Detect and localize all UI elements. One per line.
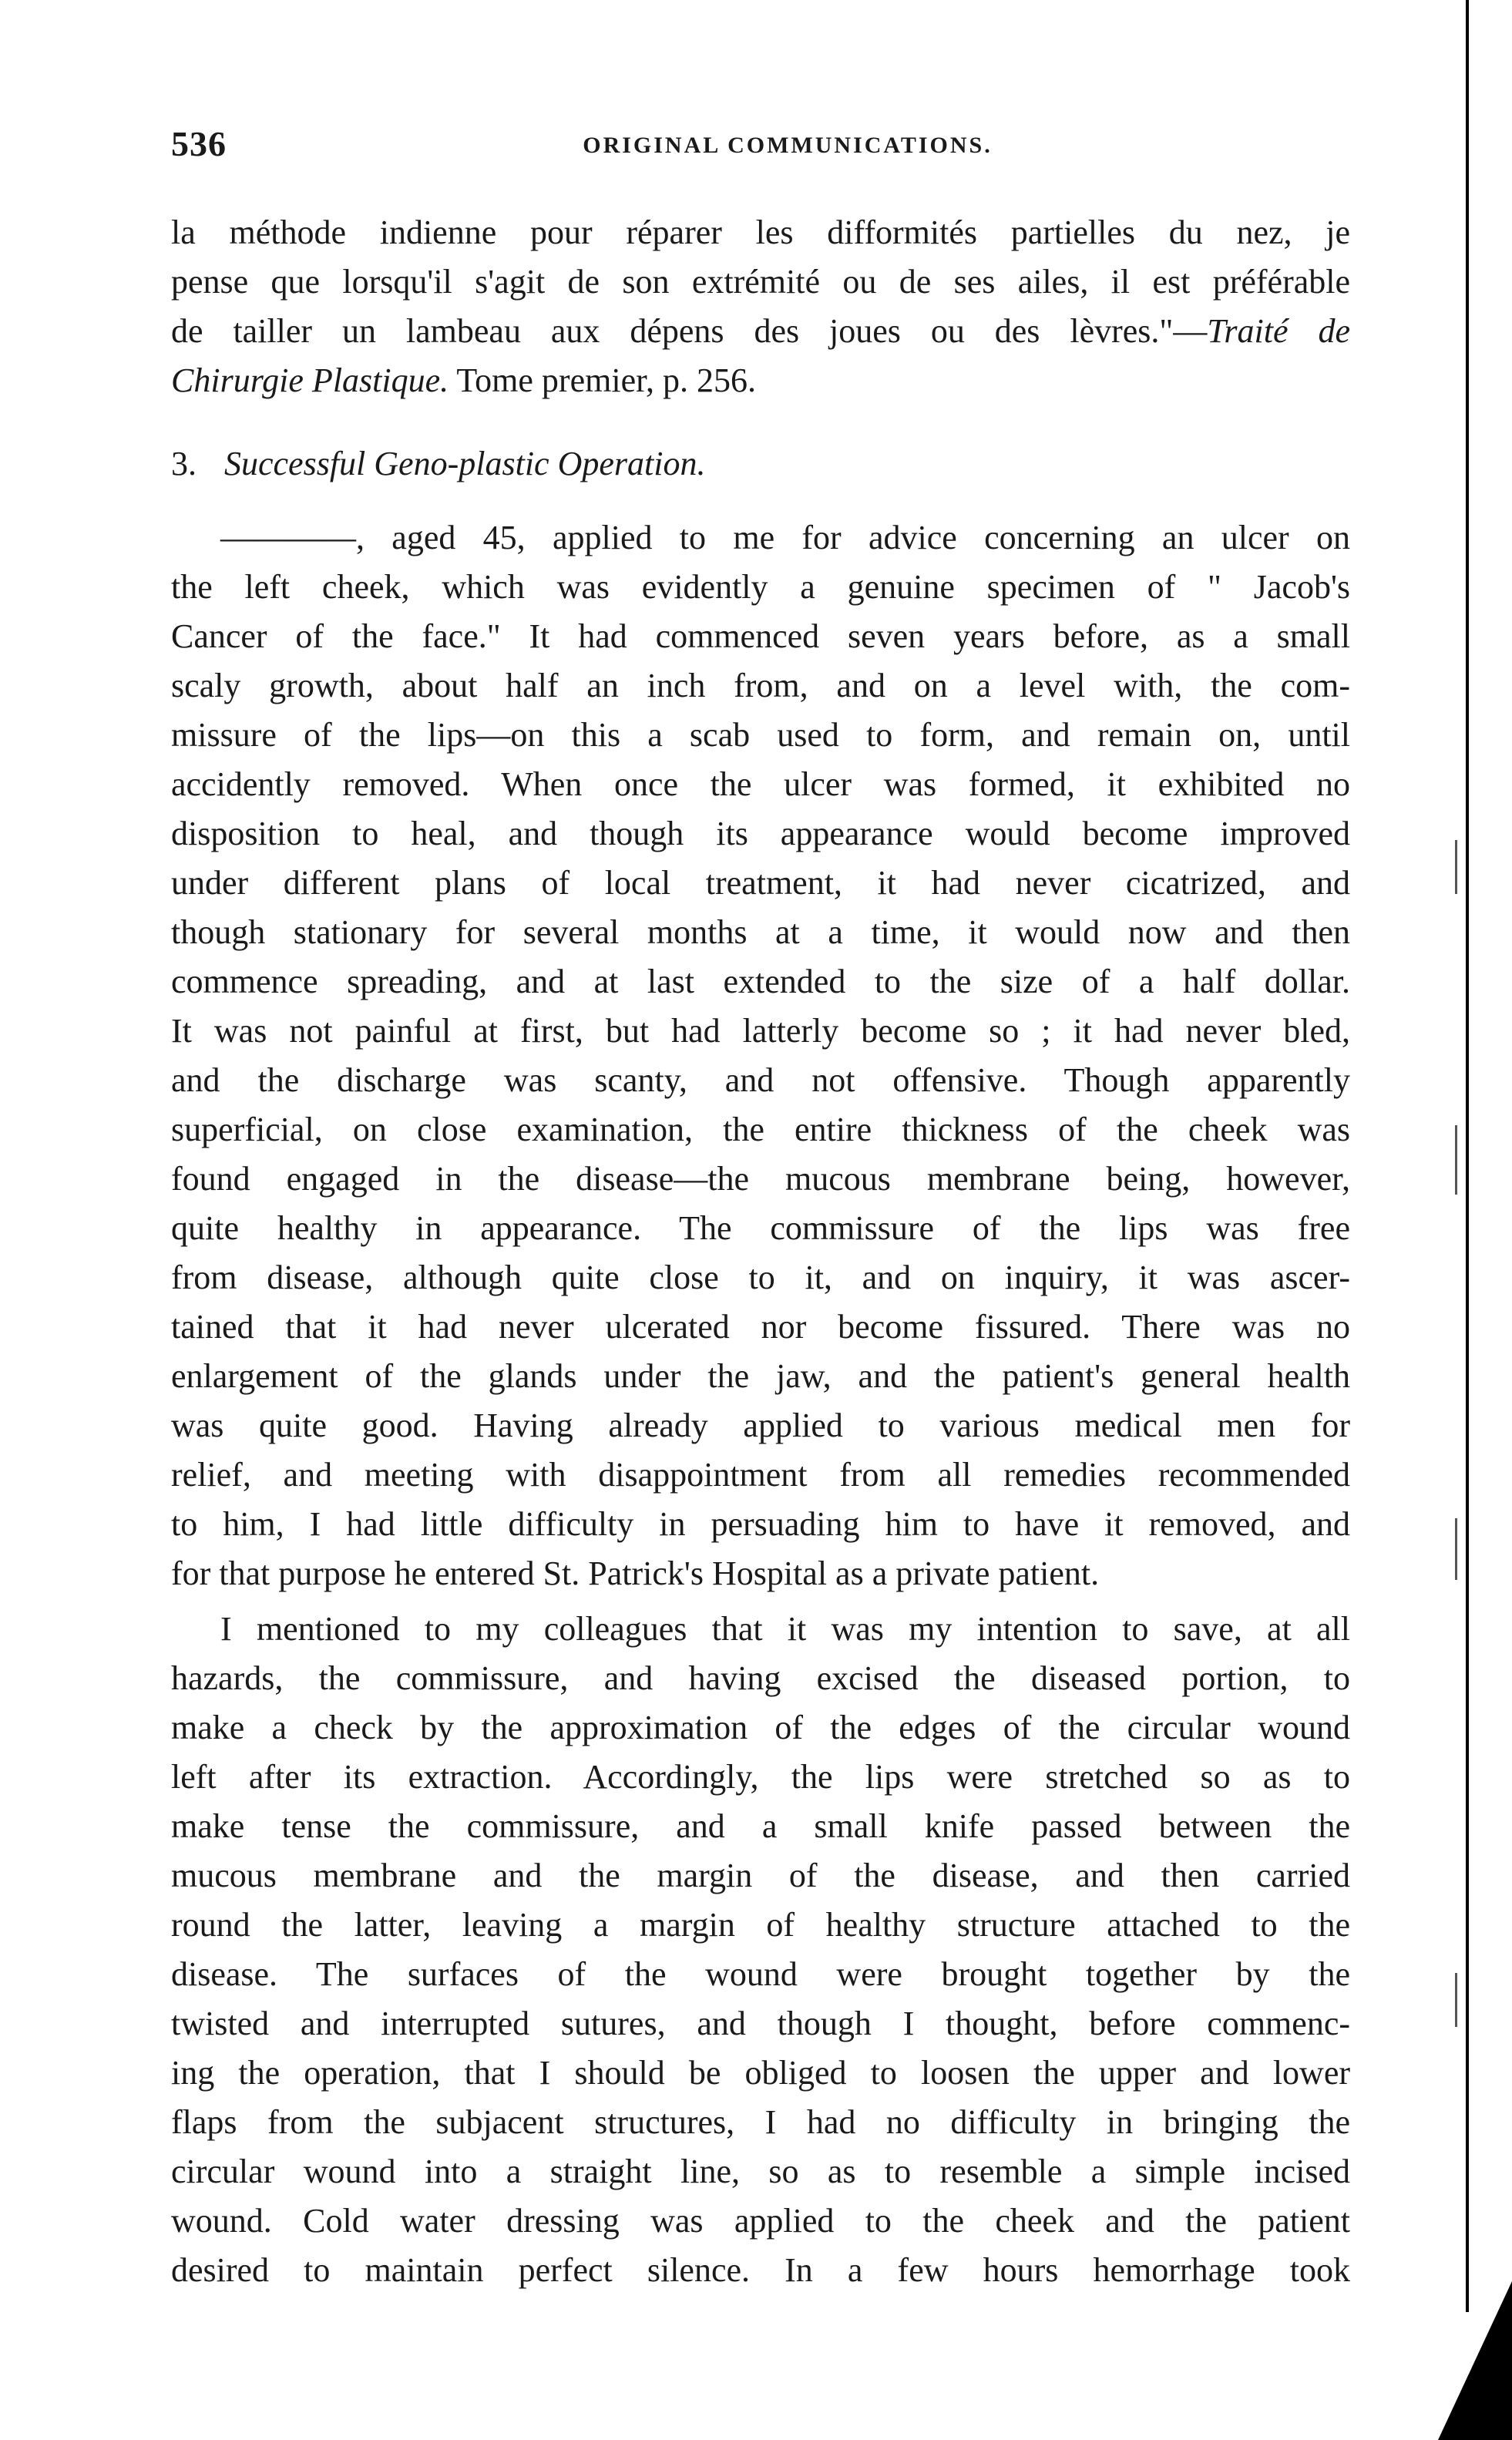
page-corner-shadow (1438, 2281, 1512, 2440)
edge-mark (1455, 1518, 1457, 1580)
paragraph-line: twisted and interrupted sutures, and though I thought, before commenc- (171, 2005, 1350, 2042)
citation-title: Chirurgie Plastique. (171, 361, 449, 399)
edge-mark (1455, 840, 1457, 894)
paragraph-line: from disease, although quite close to it, and on inquiry, it was ascer- (171, 1259, 1350, 1296)
paragraph-line: enlargement of the glands under the jaw, and the patient's general health (171, 1357, 1350, 1395)
paragraph-line: make a check by the approximation of the edges of the circular wound (171, 1709, 1350, 1746)
quote-line-text: Tome premier, p. 256. (456, 361, 756, 399)
quote-line (171, 358, 1350, 404)
paragraph-line: found engaged in the disease—the mucous membrane being, however, (171, 1160, 1350, 1198)
quote-line (171, 308, 1350, 355)
paragraph-line: Cancer of the face." It had commenced seven years before, as a small (171, 617, 1350, 655)
paragraph-line: superficial, on close examination, the entire thickness of the cheek was (171, 1111, 1350, 1148)
paragraph-line: It was not painful at first, but had latterly become so ; it had never bled, (171, 1012, 1350, 1050)
citation-title: Traité de (1207, 312, 1350, 350)
paragraph-line: tained that it had never ulcerated nor become fissured. There was no (171, 1308, 1350, 1346)
quote-line-text: de tailler un lambeau aux dépens des joues ou des lèvres."— (171, 312, 1208, 350)
edge-mark (1455, 1125, 1457, 1195)
paragraph-line: for that purpose he entered St. Patrick's Hospital as a private patient. (171, 1554, 1100, 1592)
paragraph-line: round the latter, leaving a margin of healthy structure attached to the (171, 1906, 1350, 1944)
paragraph-line: wound. Cold water dressing was applied to the cheek and the patient (171, 2202, 1350, 2240)
section-heading (171, 441, 705, 487)
paragraph-line: ————, aged 45, applied to me for advice concerning an ulcer on (220, 519, 1350, 556)
paragraph-line: and the discharge was scanty, and not offensive. Though apparently (171, 1061, 1350, 1099)
quote-line: la méthode indienne pour réparer les difformités partielles du nez, je (171, 213, 1350, 251)
paragraph-line: to him, I had little difficulty in persuading him to have it removed, and (171, 1505, 1350, 1543)
paragraph-line: missure of the lips—on this a scab used to form, and remain on, until (171, 716, 1350, 754)
paragraph-line: was quite good. Having already applied to various medical men for (171, 1407, 1350, 1444)
edge-mark (1455, 1973, 1457, 2027)
paragraph-line: though stationary for several months at a time, it would now and then (171, 913, 1350, 951)
paragraph-line: the left cheek, which was evidently a genuine specimen of " Jacob's (171, 568, 1350, 606)
quote-line: pense que lorsqu'il s'agit de son extrémité ou de ses ailes, il est préférable (171, 263, 1350, 301)
paragraph-line: I mentioned to my colleagues that it was my intention to save, at all (220, 1610, 1350, 1648)
paragraph-line: desired to maintain perfect silence. In a few hours hemorrhage took (171, 2251, 1350, 2289)
paragraph-line: scaly growth, about half an inch from, and on a level with, the com- (171, 667, 1350, 704)
paragraph-line: relief, and meeting with disappointment from all remedies recommended (171, 1456, 1350, 1494)
paragraph-line: hazards, the commissure, and having excised the diseased portion, to (171, 1659, 1350, 1697)
paragraph-line: circular wound into a straight line, so as to resemble a simple incised (171, 2153, 1350, 2190)
running-head: ORIGINAL COMMUNICATIONS. (583, 133, 993, 158)
page-edge-rule (1466, 0, 1469, 2312)
paragraph-line: disease. The surfaces of the wound were brought together by the (171, 1955, 1350, 1993)
paragraph-line: disposition to heal, and though its appearance would become improved (171, 815, 1350, 852)
paragraph-line: mucous membrane and the margin of the disease, and then carried (171, 1857, 1350, 1894)
paragraph-line: under different plans of local treatment, it had never cicatrized, and (171, 864, 1350, 902)
paragraph-line: quite healthy in appearance. The commissure of the lips was free (171, 1209, 1350, 1247)
section-number: 3. (171, 445, 197, 482)
paragraph-line: make tense the commissure, and a small knife passed between the (171, 1807, 1350, 1845)
paragraph-line: flaps from the subjacent structures, I had no difficulty in bringing the (171, 2103, 1350, 2141)
paragraph-line: ing the operation, that I should be obliged to loosen the upper and lower (171, 2054, 1350, 2092)
section-title: Successful Geno-plastic Operation. (224, 445, 706, 482)
page-number: 536 (171, 124, 227, 163)
paragraph-line: commence spreading, and at last extended to the size of a half dollar. (171, 963, 1350, 1000)
paragraph-line: accidently removed. When once the ulcer was formed, it exhibited no (171, 765, 1350, 803)
page-header (171, 123, 1358, 170)
paragraph-line: left after its extraction. Accordingly, the lips were stretched so as to (171, 1758, 1350, 1796)
